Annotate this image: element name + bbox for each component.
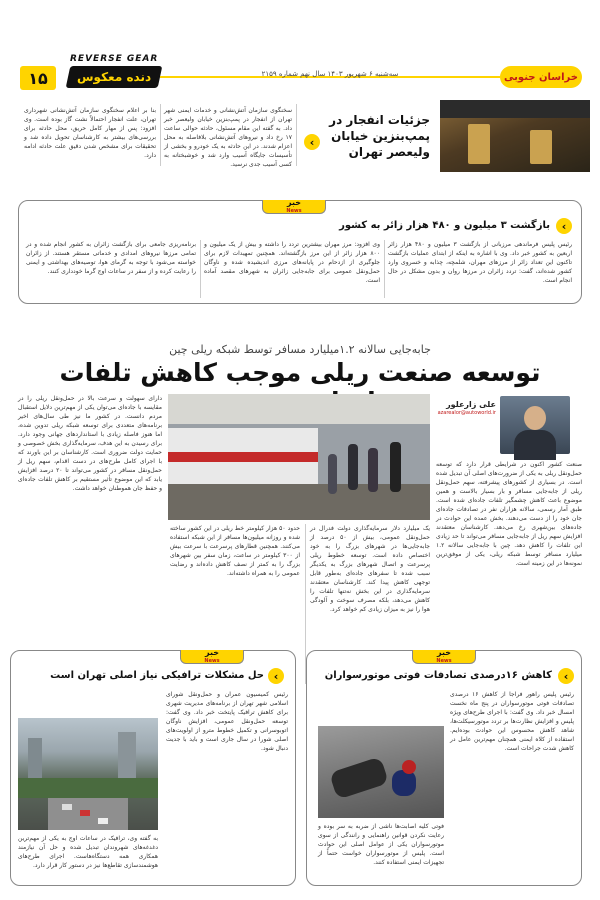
rider [392, 770, 416, 796]
building [28, 738, 42, 778]
article-column: حدود ۵۰ هزار کیلومتر خط ریلی در این کشور ساخته شده و روزانه میلیون‌ها مسافر از این شبکه استفاده می‌کنند. همچنین قطارهای پرسرعت با سرعت بیش از ۳۰۰ کیلومتر در ساعت، زمان سفر بین شهرهای بزرگ را به کمتر از نصف کاهش داده‌اند و رضایت عمومی را به همراه داشته‌اند. [170, 525, 300, 577]
author-shoulders [514, 430, 556, 460]
main-headline: توسعه صنعت ریلی موجب کاهش تلفات [59, 358, 541, 387]
main-subtitle: جابه‌جایی سالانه ۱.۲میلیارد مسافر توسط شبکه ریلی چین [169, 343, 431, 356]
passenger [328, 454, 337, 494]
news-tag-label-en: News [286, 207, 302, 214]
news-text: فوتی کلیه اصابت‌ها ناشی از ضربه به سر بوده و رعایت نکردن قوانین راهنمایی و رانندگی از سوی موتورسواران یکی از عوامل اصلی این حوادث است. پلیس از موتورسواران خواست حتماً از تجهیزات ایمنی استفاده کنند. [318, 823, 444, 866]
brief-text: بنا بر اعلام سخنگوی سازمان آتش‌نشانی شهرداری تهران، علت انفجار احتمالاً نشت گاز بوده است. وی افزود: پس از مهار کامل حریق، محل حادثه برای بررسی‌های بیشتر به کارشناسان تحویل داده شد و تحقیقات برای مشخص شدن دقیق علت حادثه ادامه دارد. [24, 107, 156, 159]
author-face [524, 406, 546, 430]
arrow-icon: ‹ [304, 134, 320, 150]
paper-logo: خراسان جنوبی [500, 66, 582, 88]
train-photo [168, 394, 430, 520]
column-divider [384, 240, 385, 298]
news-text: رئیس پلیس فرماندهی مرزبانی از بازگشت ۳ میلیون و ۴۸۰ هزار زائر اربعین به کشور خبر داد. وی با اشاره به اینکه از ابتدای عملیات بازگشت تاکنون این تعداد زائر از مرزهای مهران، شلمچه، چذابه و خسروی وارد کشور شده‌اند، گفت: تردد زائران در مرزها روان و بدون مشکل در حال انجام است. [388, 241, 572, 284]
gas-station-photo [440, 100, 590, 172]
canopy [440, 100, 590, 118]
news-text: رئیس کمیسیون عمران و حمل‌ونقل شورای اسلامی شهر تهران از برنامه‌های مدیریت شهری برای کاهش ترافیک پایتخت خبر داد. وی گفت: توسعه حمل‌ونقل عمومی، افزایش ناوگان اتوبوسرانی و تکمیل خطوط مترو از اولویت‌های اصلی شورا در سال جاری است و باید با جدیت دنبال شود. [166, 691, 288, 752]
brief-text: سخنگوی سازمان آتش‌نشانی و خدمات ایمنی شهر تهران از انفجار در پمپ‌بنزین خیابان ولیعصر خبر داد. به گفته این مقام مسئول، حادثه حوالی ساعت ۱۷ رخ داد و نیروهای آتش‌نشانی بلافاصله به محل اعزام شدند. در این حادثه به یک خودرو و بخشی از تأسیسات جایگاه آسیب وارد شد و خوشبختانه به کسی آسیب جدی نرسید. [164, 107, 292, 168]
article-column: یک میلیارد دلار سرمایه‌گذاری دولت فدرال در حمل‌ونقل عمومی، بیش از ۵۰ درصد از جابه‌جایی‌ها در شهرهای بزرگ را به خود اختصاص داده است. توسعه خطوط ریلی پرسرعت و اتصال شهرهای بزرگ به یکدیگر سبب شده تا سفرهای جاده‌ای به‌طور قابل توجهی کاهش پیدا کند. کارشناسان معتقدند سرمایه‌گذاری در این بخش نه‌تنها تلفات را کاهش می‌دهد، بلکه مصرف سوخت و آلودگی هوا را نیز به میزان زیادی کم خواهد کرد. [310, 525, 430, 613]
fuel-pump [530, 130, 552, 164]
news-tag [412, 647, 476, 664]
news-title: کاهش ۱۶درصدی تصادفات فوتی موتورسواران [324, 670, 552, 681]
news-text: برنامه‌ریزی جامعی برای بازگشت زائران به کشور انجام شده و در تمامی مرزها نیروهای امدادی و خدماتی مستقر هستند. از زائران خواسته می‌شود با توجه به گرمای هوا، توصیه‌های بهداشتی و ایمنی را رعایت کرده و از سفر در ساعات اوج گرما خودداری کنند. [26, 241, 196, 275]
car [80, 810, 90, 816]
author-email: azarealor@autoworld.ir [437, 410, 496, 416]
news-tag-label: خبر [204, 647, 219, 657]
news-title: بازگشت ۳ میلیون و ۴۸۰ هزار زائر به کشور [339, 220, 550, 231]
car [62, 804, 72, 810]
accident-photo [318, 726, 444, 818]
page-number: ۱۵ [20, 66, 56, 90]
column-divider [160, 104, 161, 166]
article-column: دارای سهولت و سرعت بالا در حمل‌ونقل ریلی را در مقایسه با جاده‌ای می‌توان یکی از مهم‌ترین دلایل استقبال مردم دانست. در کشور ما نیز طی سال‌های اخیر برنامه‌های متعددی برای توسعه شبکه ریلی تدوین شده، اما هنوز فاصله زیادی با استانداردهای جهانی وجود دارد. برای رسیدن به این هدف، سرمایه‌گذاری بخش خصوصی و حمایت دولت ضروری است. کارشناسان بر این باورند که با اجرای کامل طرح‌های در دست اقدام، سهم ریل از حمل‌ونقل مسافر در کشور می‌تواند تا ۲۰ درصد افزایش یابد که این موضوع تأثیر مستقیم بر کاهش تلفات جاده‌ای و حفظ جان هموطنان خواهد داشت. [18, 395, 162, 492]
fuel-pump [468, 124, 490, 164]
news-tag [262, 197, 326, 214]
issue-info: سه‌شنبه ۶ شهریور ۱۴۰۳ سال نهم شماره ۲۱۵۹ [261, 70, 399, 78]
news-text: وی افزود: مرز مهران بیشترین تردد را داشته و بیش از یک میلیون و ۸۰۰ هزار زائر از این مرز بازگشته‌اند. همچنین تمهیدات لازم برای جلوگیری از ازدحام در پایانه‌های مرزی اندیشیده شده و ناوگان حمل‌ونقل عمومی برای جابه‌جایی زائران به شهرهای مقصد آماده است. [204, 241, 380, 284]
news-title: حل مشکلات ترافیکی نیاز اصلی تهران است [50, 670, 264, 681]
column-divider [200, 240, 201, 298]
masthead [0, 0, 600, 100]
helmet [402, 760, 416, 774]
news-text: به گفته وی، ترافیک در ساعات اوج به یکی از مهم‌ترین دغدغه‌های شهروندان تبدیل شده و حل آن نیازمند همکاری همه دستگاه‌هاست. اجرای طرح‌های هوشمندسازی تقاطع‌ها نیز در دستور کار قرار دارد. [18, 835, 158, 869]
trees [18, 778, 158, 798]
section-name-persian: دنده معکوس [76, 70, 152, 84]
passenger [390, 442, 401, 492]
author-name: علی زارعلور [446, 400, 496, 409]
train-stripe [168, 452, 318, 462]
arrow-icon: ‹ [556, 218, 572, 234]
car [98, 818, 108, 824]
section-logo [66, 66, 163, 88]
brief-headline: جزئیات انفجار در پمپ‌بنزین خیابان ولیعصر تهران [329, 113, 430, 159]
news-tag-label-en: News [436, 657, 452, 664]
news-tag-label: خبر [286, 197, 301, 207]
news-tag-label: خبر [436, 647, 451, 657]
section-name-english: REVERSE GEAR [70, 54, 159, 64]
news-tag-label-en: News [204, 657, 220, 664]
column-divider [296, 104, 297, 166]
article-column: صنعت کشور اکنون در شرایطی قرار دارد که توسعه حمل‌ونقل ریلی به یکی از ضرورت‌های اصلی آن تبدیل شده است. در بسیاری از کشورهای پیشرفته، سهم حمل‌ونقل ریلی از جابه‌جایی مسافر و بار بسیار بالاست و همین موضوع باعث کاهش چشمگیر تلفات جاده‌ای شده است. طبق آمار رسمی، سالانه هزاران نفر در تصادفات جاده‌ای جان خود را از دست می‌دهند. بخش عمده این حوادث در جاده‌های بین‌شهری رخ می‌دهد. کارشناسان معتقدند افزایش سهم ریل از جابه‌جایی مسافر می‌تواند تا حد زیادی این تلفات را کاهش دهد. چین با جابه‌جایی سالانه ۱.۲ میلیارد مسافر توسط شبکه ریلی، یکی از موفق‌ترین نمونه‌ها در این زمینه است. [436, 461, 582, 567]
arrow-icon: ‹ [268, 668, 284, 684]
news-text: رئیس پلیس راهور فراجا از کاهش ۱۶ درصدی تصادفات فوتی موتورسواران در پنج ماه نخست امسال خبر داد. وی گفت: با اجرای طرح‌های ویژه پلیس و افزایش نظارت‌ها بر تردد موتورسیکلت‌ها، شاهد کاهش محسوس این حوادث بوده‌ایم. استفاده از کلاه ایمنی همچنان مهم‌ترین عامل در کاهش شدت جراحات است. [450, 691, 574, 752]
author-photo [500, 396, 570, 454]
arrow-icon: ‹ [558, 668, 574, 684]
station-roof [168, 394, 430, 424]
news-tag [180, 647, 244, 664]
building [118, 732, 136, 778]
passenger [368, 448, 378, 492]
traffic-photo [18, 718, 158, 830]
motorcycle [329, 756, 389, 799]
passenger [348, 444, 358, 490]
